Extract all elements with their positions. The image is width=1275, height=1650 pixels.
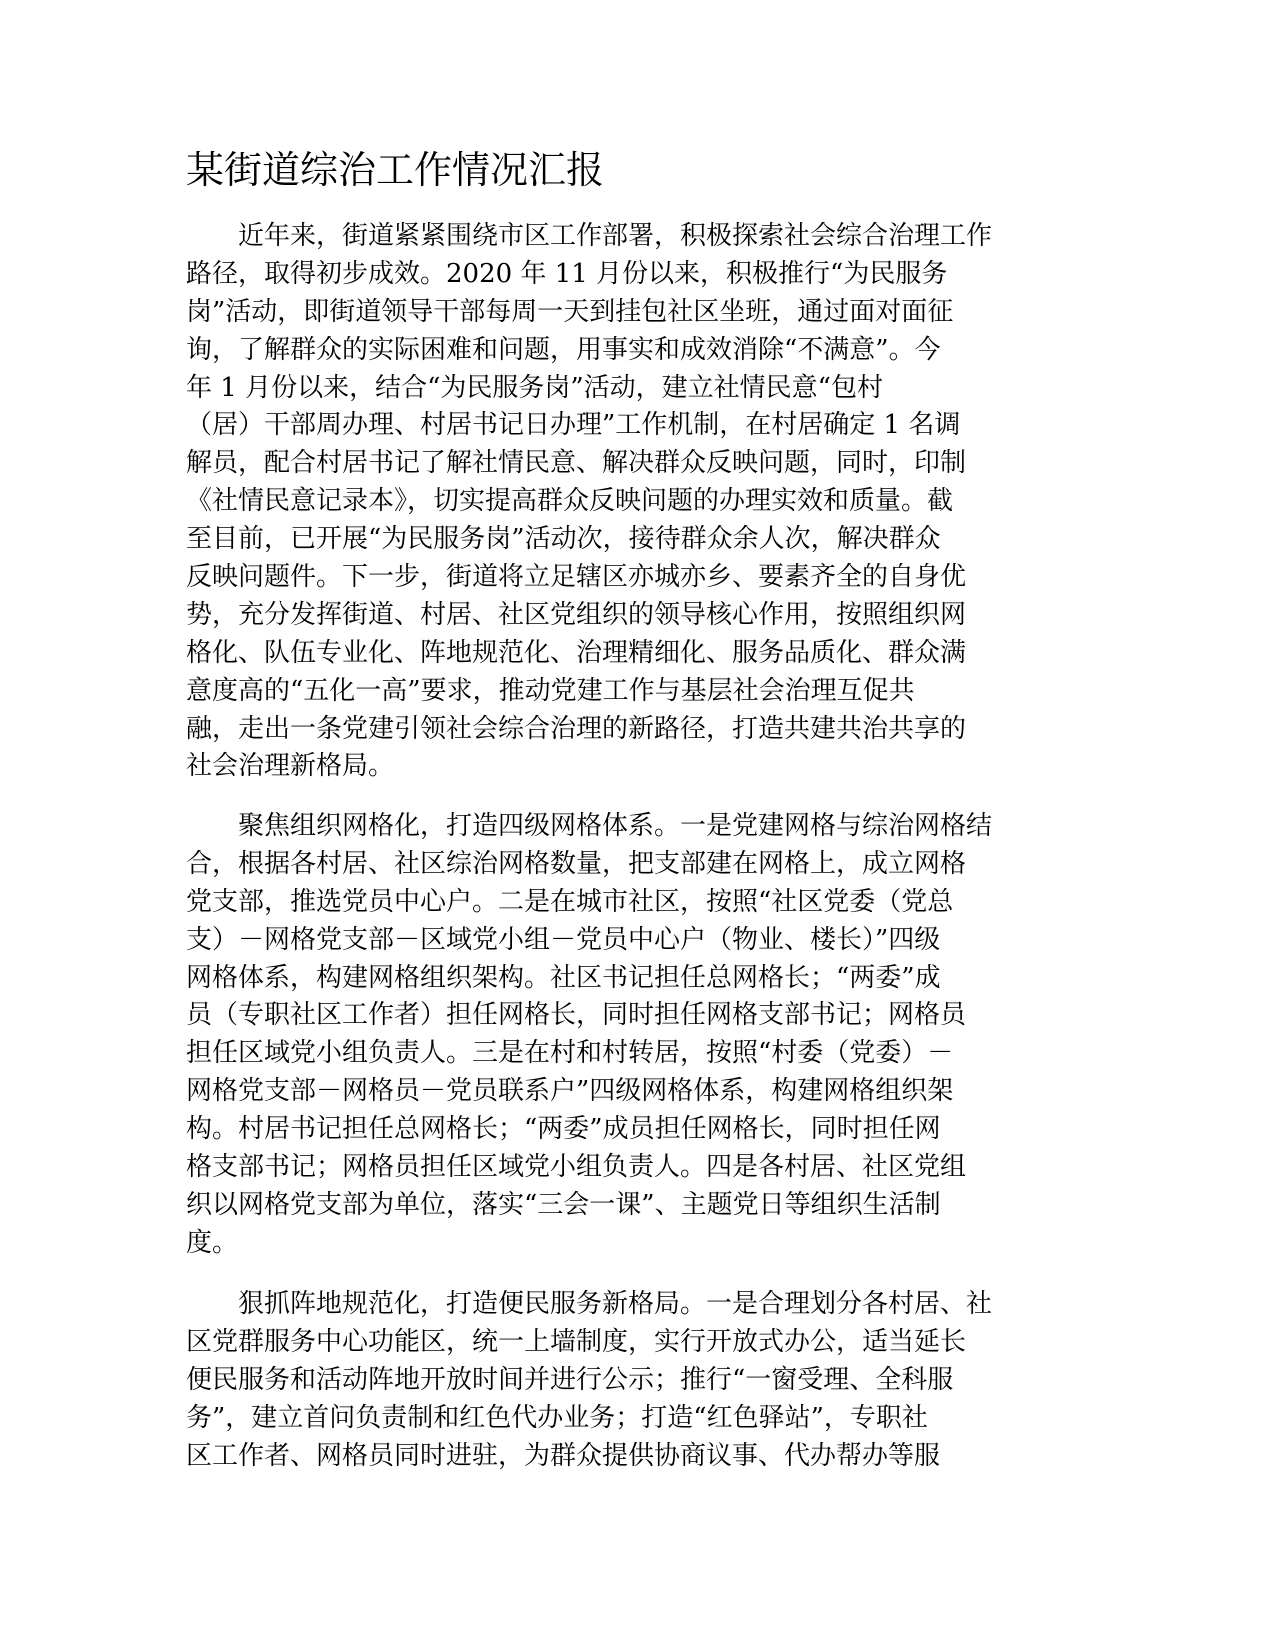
text-line: 区党群服务中心功能区，统一上墙制度，实行开放式办公，适当延长 [186, 1326, 967, 1357]
text-line: 便民服务和活动阵地开放时间并进行公示；推行“一窗受理、全科服 [186, 1364, 954, 1395]
text-line: 党支部，推选党员中心户。二是在城市社区，按照“社区党委（党总 [186, 886, 954, 917]
document-title: 某街道综治工作情况汇报 [186, 148, 605, 192]
text-line: （居）干部周办理、村居书记日办理”工作机制，在村居确定 1 名调 [186, 410, 961, 441]
text-line: 社会治理新格局。 [186, 751, 395, 782]
text-line: 务”，建立首问负责制和红色代办业务；打造“红色驿站”，专职社 [186, 1402, 928, 1433]
text-line: 度。 [186, 1227, 239, 1258]
text-line: 意度高的“五化一高”要求，推动党建工作与基层社会治理互促共 [186, 675, 915, 706]
paragraph-grid-system [186, 808, 1086, 1263]
paragraph-intro [186, 218, 1086, 786]
text-line: 融，走出一条党建引领社会综合治理的新路径，打造共建共治共享的 [186, 713, 967, 744]
paragraph-service-station [186, 1286, 1086, 1475]
text-line: 狠抓阵地规范化，打造便民服务新格局。一是合理划分各村居、社 [186, 1289, 993, 1319]
text-line: 构。村居书记担任总网格长；“两委”成员担任网格长，同时担任网 [186, 1114, 941, 1145]
text-line: 岗”活动，即街道领导干部每周一天到挂包社区坐班，通过面对面征 [186, 296, 954, 327]
text-line: 格化、队伍专业化、阵地规范化、治理精细化、服务品质化、群众满 [186, 637, 967, 668]
text-line: 至目前，已开展“为民服务岗”活动次，接待群众余人次，解决群众 [186, 524, 941, 555]
text-line: 区工作者、网格员同时进驻，为群众提供协商议事、代办帮办等服 [186, 1440, 941, 1471]
text-line: 网格体系，构建网格组织架构。社区书记担任总网格长；“两委”成 [186, 962, 941, 993]
text-line: 担任区域党小组负责人。三是在村和村转居，按照“村委（党委）－ [186, 1038, 954, 1069]
text-line: 近年来，街道紧紧围绕市区工作部署，积极探索社会综合治理工作 [186, 221, 993, 251]
text-line: 支）－网格党支部－区域党小组－党员中心户（物业、楼长）”四级 [186, 924, 941, 955]
text-line: 合，根据各村居、社区综治网格数量，把支部建在网格上，成立网格 [186, 848, 967, 879]
text-line: 反映问题件。下一步，街道将立足辖区亦城亦乡、要素齐全的自身优 [186, 562, 967, 593]
text-line: 解员，配合村居书记了解社情民意、解决群众反映问题，同时，印制 [186, 448, 967, 479]
text-line: 网格党支部－网格员－党员联系户”四级网格体系，构建网格组织架 [186, 1076, 954, 1107]
text-line: 路径，取得初步成效。2020 年 11 月份以来，积极推行“为民服务 [186, 258, 948, 289]
text-line: 势，充分发挥街道、村居、社区党组织的领导核心作用，按照组织网 [186, 599, 967, 630]
text-line: 员（专职社区工作者）担任网格长，同时担任网格支部书记；网格员 [186, 1000, 967, 1031]
text-line: 询，了解群众的实际困难和问题，用事实和成效消除“不满意”。今 [186, 334, 941, 365]
text-line: 《社情民意记录本》，切实提高群众反映问题的办理实效和质量。截 [186, 486, 954, 517]
text-line: 年 1 月份以来，结合“为民服务岗”活动，建立社情民意“包村 [186, 372, 883, 403]
text-line: 聚焦组织网格化，打造四级网格体系。一是党建网格与综治网格结 [186, 811, 993, 841]
text-line: 格支部书记；网格员担任区域党小组负责人。四是各村居、社区党组 [186, 1152, 967, 1183]
text-line: 织以网格党支部为单位，落实“三会一课”、主题党日等组织生活制 [186, 1189, 941, 1220]
